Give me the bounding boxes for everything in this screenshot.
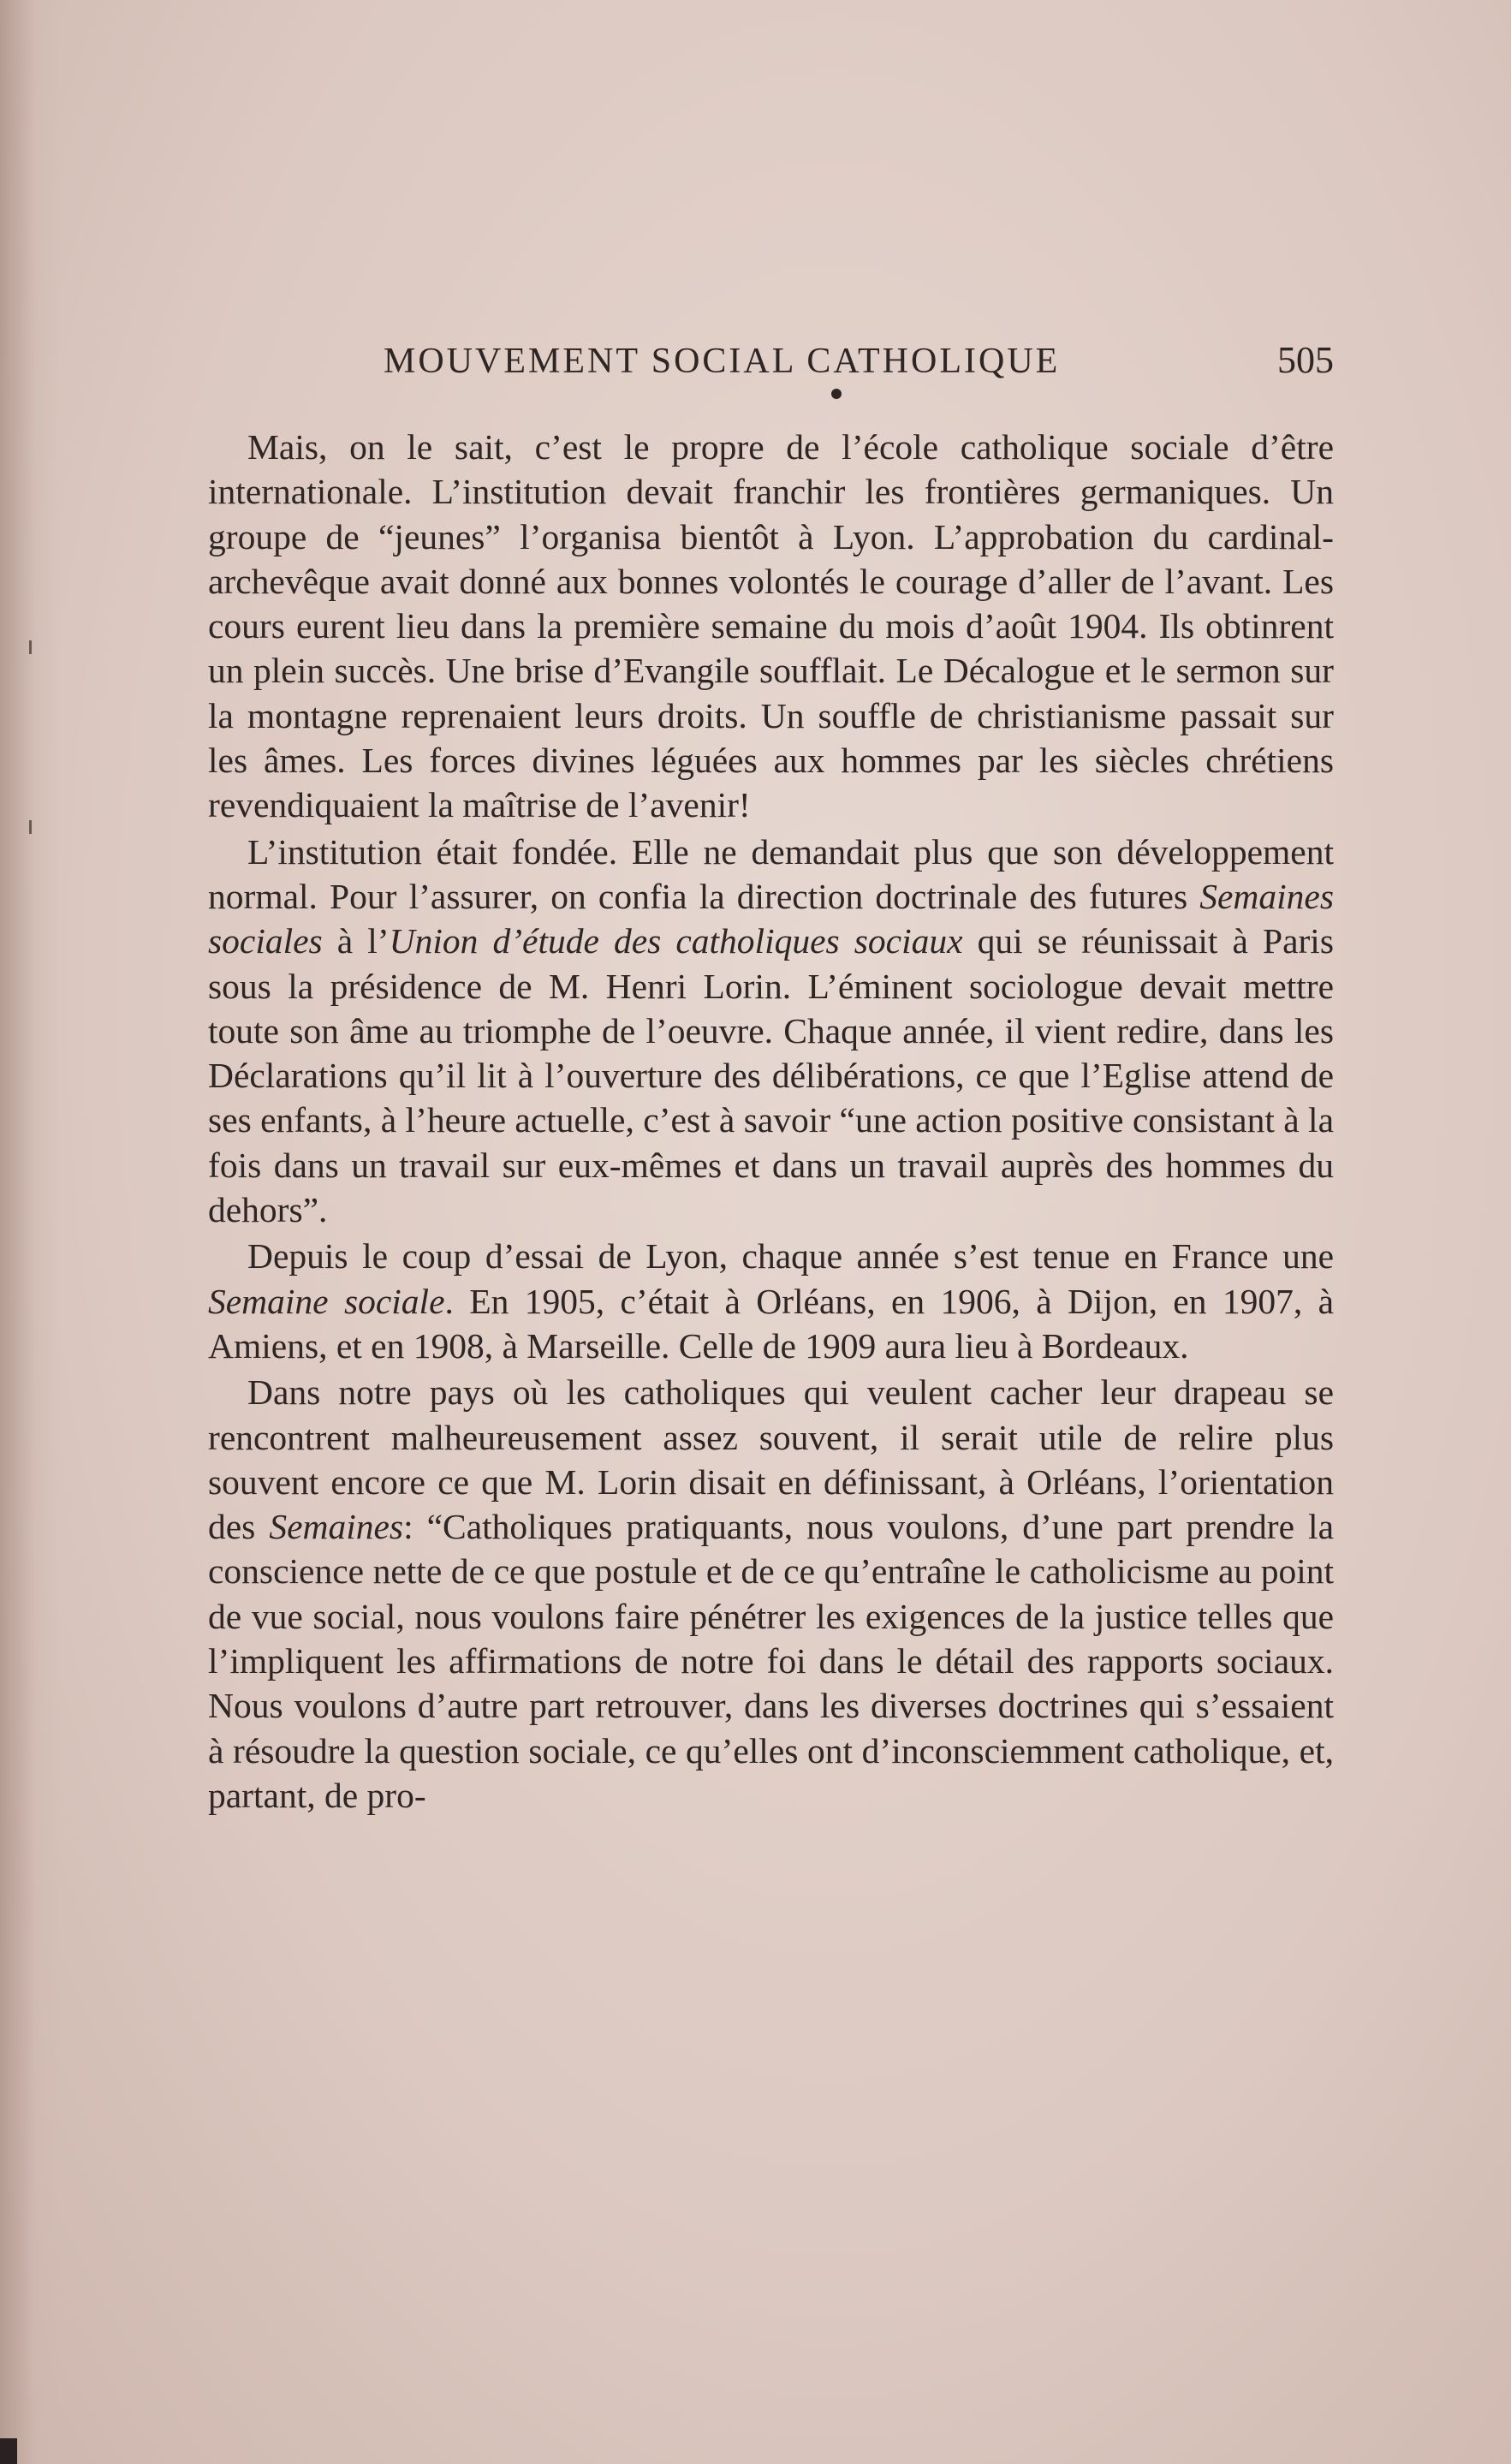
- page-number: 505: [1277, 339, 1334, 381]
- text-run: L’institution était fondée. Elle ne demandait plus que son développement normal. Pour l’assurer, on confia la direction doctrinale des futures: [208, 831, 1334, 916]
- text-run: . En 1905, c’était à Orléans, en 1906, à Dijon, en 1907, à Amiens, et en 1908, à Marseille. Celle de 1909 aura lieu à Bordeaux.: [208, 1281, 1334, 1366]
- italic-title: Semaine sociale: [208, 1281, 445, 1321]
- ornament-dot: [831, 389, 842, 399]
- running-head: [384, 338, 1334, 382]
- italic-title: Semaines: [269, 1507, 404, 1547]
- text-run: à l’: [322, 921, 390, 961]
- binding-gutter-shadow: [0, 0, 60, 2464]
- text-run: qui se réunissait à Paris sous la présidence de M. Henri Lorin. L’éminent sociologue devait mettre toute son âme au triomphe de l’oeuvre. Chaque année, il vient redire, dans les Déclarations qu’il lit à l’ouverture des délibérations, ce que l’Eglise attend de ses enfants, à l’heure actuelle, c’est à savoir “une action positive consistant à la fois dans un travail sur eux-mêmes et dans un travail auprès des hommes du dehors”.: [208, 921, 1334, 1230]
- margin-mark: [29, 640, 32, 654]
- text-run: Mais, on le sait, c’est le propre de l’école catholique sociale d’être internationale. L’institution devait franchir les frontières germaniques. Un groupe de “jeunes” l’organisa bientôt à Lyon. L’approbation du cardinal-archevêque avait donné aux bonnes volontés le courage d’aller de l’avant. Les cours eurent lieu dans la première semaine du mois d’août 1904. Ils obtinrent un plein succès. Une brise d’Evangile soufflait. Le Décalogue et le sermon sur la montagne reprenaient leurs droits. Un souffle de christianisme passait sur les âmes. Les forces divines léguées aux hommes par les siècles chrétiens revendiquaient la maîtrise de l’avenir!: [208, 427, 1334, 825]
- running-title: MOUVEMENT SOCIAL CATHOLIQUE: [384, 342, 1061, 381]
- text-run: Dans notre pays où les catholiques qui veulent cacher leur drapeau se rencontrent malheureusement assez souvent, il serait utile de relire plus souvent encore ce que M. Lorin disait en définissant, à Orléans, l’orientation des: [208, 1372, 1334, 1547]
- book-page: [208, 338, 1334, 1819]
- paragraph: [208, 830, 1334, 1233]
- margin-mark: [29, 820, 32, 834]
- paragraph: [208, 1370, 1334, 1818]
- italic-title: Union d’étude des catholiques sociaux: [389, 921, 963, 961]
- paragraph: [208, 425, 1334, 828]
- paragraph: [208, 1234, 1334, 1368]
- body-text: [208, 425, 1334, 1818]
- corner-mark: [0, 2438, 17, 2464]
- italic-title: Semaines sociales: [208, 876, 1334, 961]
- text-run: : “Catholiques pratiquants, nous voulons, d’une part prendre la conscience nette de ce que postule et de ce qu’entraîne le catholicisme au point de vue social, nous voulons faire pénétrer les exigences de la justice telles que l’impliquent les affirmations de notre foi dans le détail des rapports sociaux. Nous voulons d’autre part retrouver, dans les diverses doctrines qui s’essaient à résoudre la question sociale, ce qu’elles ont d’inconsciemment catholique, et, partant, de pro-: [208, 1507, 1334, 1815]
- text-run: Depuis le coup d’essai de Lyon, chaque année s’est tenue en France une: [247, 1236, 1334, 1277]
